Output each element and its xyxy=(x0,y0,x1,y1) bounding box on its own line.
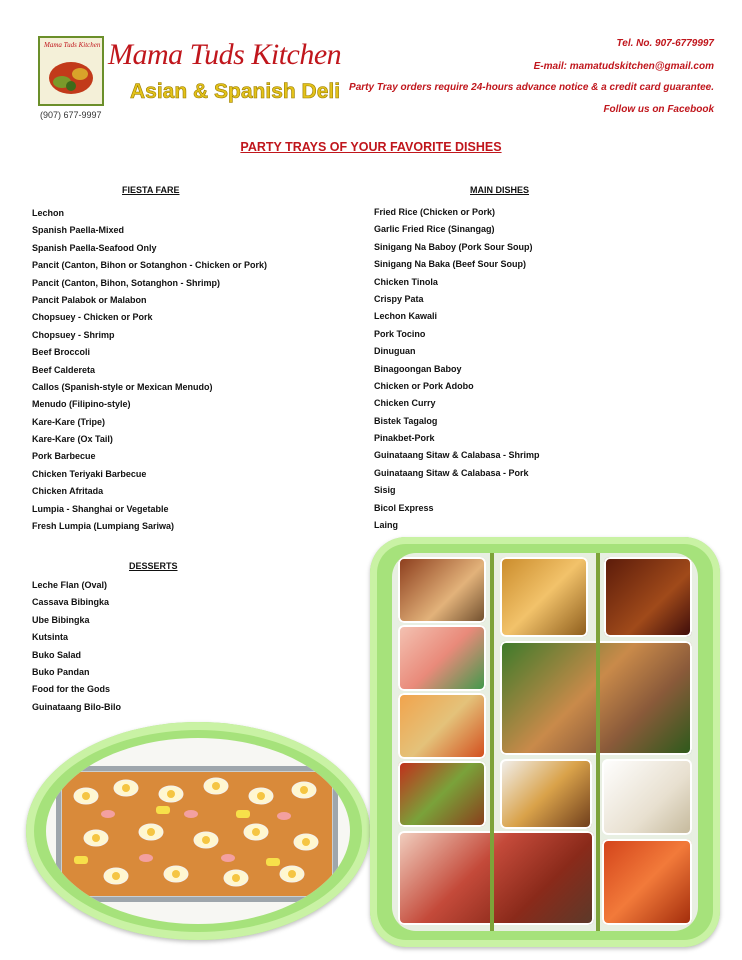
list-item: Guinataang Sitaw & Calabasa - Shrimp xyxy=(374,450,540,461)
bamboo-divider xyxy=(596,553,600,931)
list-item: Buko Salad xyxy=(32,649,82,660)
list-item: Chicken Curry xyxy=(374,398,436,409)
list-item: Chicken Tinola xyxy=(374,276,438,287)
list-item: Bistek Tagalog xyxy=(374,415,438,426)
fiesta-fare-list xyxy=(32,208,267,538)
list-item: Leche Flan (Oval) xyxy=(32,580,108,590)
list-item: Kare-Kare (Ox Tail) xyxy=(32,434,113,445)
list-item: Food for the Gods xyxy=(32,684,110,695)
list-item: Bicol Express xyxy=(374,502,434,513)
bamboo-divider xyxy=(490,553,494,931)
list-item: Beef Broccoli xyxy=(32,347,91,358)
main-dishes-heading: MAIN DISHES xyxy=(470,185,530,195)
list-item: Callos (Spanish-style or Mexican Menudo) xyxy=(32,381,213,392)
party-tray-notice: Party Tray orders require 24-hours advance notice & a credit card guarantee. xyxy=(349,82,714,93)
shrimp-photo xyxy=(398,625,486,691)
list-item: Dinuguan xyxy=(374,346,416,357)
desserts-heading: DESSERTS xyxy=(129,561,178,571)
curry-photo xyxy=(602,839,692,925)
list-item: Kutsinta xyxy=(32,632,68,643)
list-item: Sinigang Na Baboy (Pork Sour Soup) xyxy=(374,241,533,252)
list-item: Spanish Paella-Mixed xyxy=(32,225,125,236)
list-item: Lechon Kawali xyxy=(374,311,438,322)
list-item: Guinataang Bilo-Bilo xyxy=(32,701,121,712)
list-item: Chicken or Pork Adobo xyxy=(374,380,474,391)
logo-text: Mama Tuds Kitchen xyxy=(44,41,101,49)
list-item: Lumpia - Shanghai or Vegetable xyxy=(32,503,169,514)
contact-email: E-mail: mamatudskitchen@gmail.com xyxy=(533,61,714,72)
list-item: Chopsuey - Shrimp xyxy=(32,329,115,340)
list-item: Chicken Afritada xyxy=(32,486,104,497)
brand-subtitle: Asian & Spanish Deli xyxy=(130,80,341,103)
logo xyxy=(38,36,104,106)
soup-photo xyxy=(602,759,692,835)
main-dishes-list xyxy=(374,207,540,537)
list-item: Fried Rice (Chicken or Pork) xyxy=(374,207,496,217)
list-item: Pork Tocino xyxy=(374,328,426,339)
list-item: Cassava Bibingka xyxy=(32,597,110,608)
paella-image xyxy=(56,766,338,902)
lechon-photo xyxy=(398,557,486,623)
paella-photo xyxy=(46,738,350,924)
stew-photo xyxy=(500,557,588,637)
list-item: Chopsuey - Chicken or Pork xyxy=(32,312,153,323)
list-item: Laing xyxy=(374,520,398,531)
dish-collage xyxy=(392,553,698,931)
list-item: Sinigang Na Baka (Beef Sour Soup) xyxy=(374,259,527,270)
lumpia-photo xyxy=(500,759,592,829)
desserts-list xyxy=(32,580,121,719)
list-item: Kare-Kare (Tripe) xyxy=(32,416,106,427)
list-item: Pancit (Canton, Bihon, Sotanghon - Shrimp) xyxy=(32,277,220,288)
list-item: Pork Barbecue xyxy=(32,451,96,462)
list-item: Binagoongan Baboy xyxy=(374,363,462,374)
page-title: PARTY TRAYS OF YOUR FAVORITE DISHES xyxy=(240,140,502,154)
paella-tray xyxy=(56,766,338,902)
list-item: Chicken Teriyaki Barbecue xyxy=(32,468,147,479)
logo-phone: (907) 677-9997 xyxy=(40,110,102,120)
list-item: Menudo (Filipino-style) xyxy=(32,399,131,410)
caldereta-photo xyxy=(398,761,486,827)
contact-phone: Tel. No. 907-6779997 xyxy=(616,38,714,49)
list-item: Sisig xyxy=(374,485,396,496)
facebook-link: Follow us on Facebook xyxy=(603,104,714,115)
list-item: Ube Bibingka xyxy=(32,614,90,625)
list-item: Pancit (Canton, Bihon or Sotanghon - Chicken or Pork) xyxy=(32,260,268,271)
list-item: Pancit Palabok or Malabon xyxy=(32,294,147,305)
list-item: Buko Pandan xyxy=(32,666,90,677)
list-item: Pinakbet-Pork xyxy=(374,433,435,444)
brand-title: Mama Tuds Kitchen xyxy=(108,38,342,71)
list-item: Beef Caldereta xyxy=(32,364,96,375)
list-item: Fresh Lumpia (Lumpiang Sariwa) xyxy=(32,521,175,532)
list-item: Garlic Fried Rice (Sinangag) xyxy=(374,224,495,235)
list-item: Spanish Paella-Seafood Only xyxy=(32,242,157,253)
pork-barbecue-photo xyxy=(398,831,594,925)
fiesta-fare-heading: FIESTA FARE xyxy=(122,185,180,195)
adobo-photo xyxy=(604,557,692,637)
list-item: Lechon xyxy=(32,208,65,218)
pancit-photo xyxy=(398,693,486,759)
list-item: Guinataang Sitaw & Calabasa - Pork xyxy=(374,467,529,478)
list-item: Crispy Pata xyxy=(374,293,424,304)
